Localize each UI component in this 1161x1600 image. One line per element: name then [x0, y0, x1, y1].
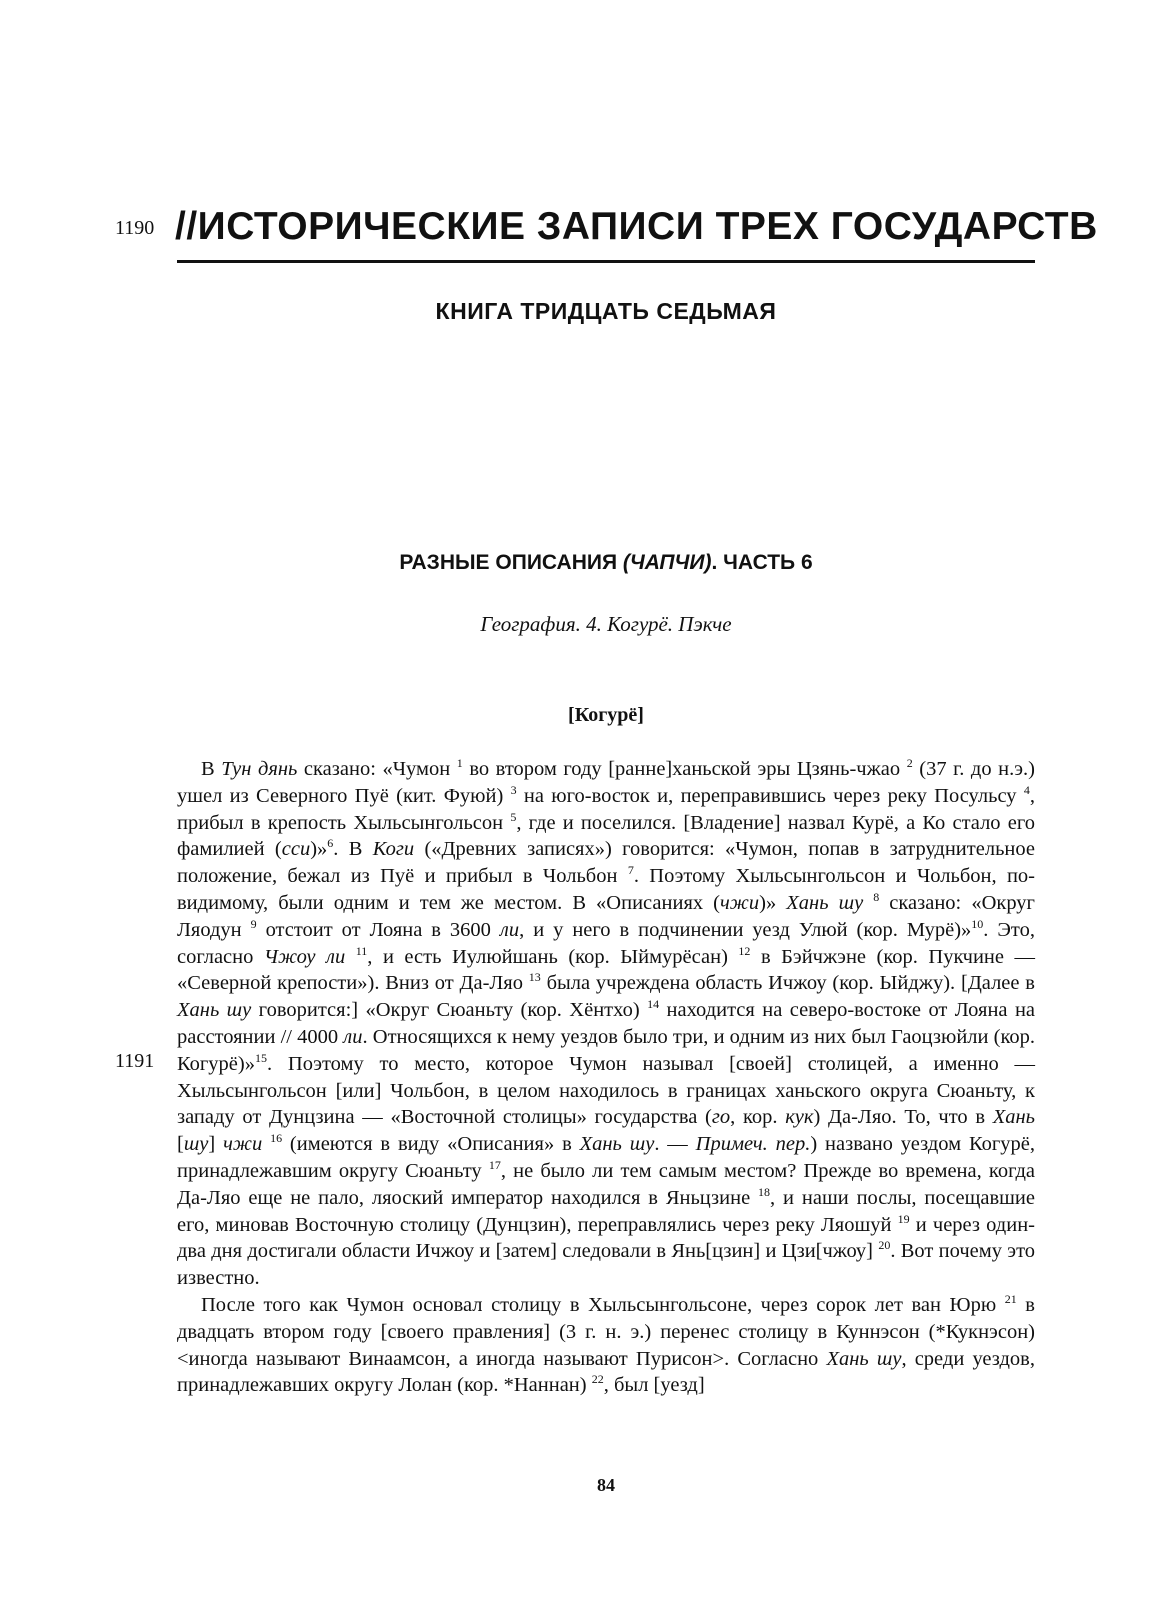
section-subtitle: География. 4. Когурё. Пэкче: [480, 612, 732, 636]
paragraph: После того как Чумон основал столицу в Хыльсынгольсоне, через сорок лет ван Юрю $^{21}$ в двадцать втором году [своего правления] (3 г. н. э.) перенес столицу в Куннэсон (*Кукнэсон) <иногда называют Винаамсон, а иногда называют Пурисон>. Согласно Хань шу, среди уездов, принадлежавших округу Лолан (кор. *Наннан) $^{22}$, был [уезд]: [177, 1292, 1035, 1397]
chapter-heading: [Когурё]: [568, 704, 644, 726]
section-title: [177, 551, 1035, 575]
header-rule: [177, 260, 1035, 263]
book-title: КНИГА ТРИДЦАТЬ СЕДЬМАЯ: [435, 298, 777, 324]
section-title-italic: (ЧАПЧИ): [622, 551, 712, 574]
running-head: [115, 205, 1098, 263]
body-text: [177, 756, 1035, 1399]
page-reference-number: 1190: [115, 217, 155, 239]
margin-page-reference: 1191: [115, 1050, 155, 1072]
page-number: 84: [597, 1475, 615, 1495]
running-title: //ИСТОРИЧЕСКИЕ ЗАПИСИ ТРЕХ ГОСУДАРСТВ: [175, 205, 1098, 248]
section-title-main: РАЗНЫЕ ОПИСАНИЯ: [399, 551, 618, 574]
paragraph: В Тун дянь сказано: «Чумон $^1$ во втором году [ранне]ханьской эры Цзянь-чжао $^2$ (37 г. до н.э.) ушел из Северного Пуё (кит. Фуюй) $^3$ на юго-восток и, переправившись через реку Посульсу $^4$, прибыл в крепость Хыльсынгольсон $^5$, где и поселился. [Владение] назвал Курё, а Ко стало его фамилией (сси)»$^6$. В Коги («Древних записях») говорится: «Чумон, попав в затруднительное положение, бежал из Пуё и прибыл в Чольбон $^7$. Поэтому Хыльсынгольсон и Чольбон, по-видимому, были одним и тем же местом. В «Описаниях (чжи)» Хань шу $^8$ сказано: «Округ Ляодун $^9$ отстоит от Лояна в 3600 ли, и у него в подчинении уезд Улюй (кор. Мурё)»$^{10}$. Это, согласно Чжоу ли $^{11}$, и есть Иулюйшань (кор. Ыймурёсан) $^{12}$ в Бэйчжэне (кор. Пукчине — «Северной крепости»). Вниз от Да-Ляо $^{13}$ была учреждена область Ичжоу (кор. Ыйджу). [Далее в Хань шу говорится:] «Округ Сюаньту (кор. Хёнтхо) $^{14}$ находится на северо-востоке от Лояна на расстоянии // 4000 ли. Относящихся к нему уездов было три, и одним из них был Гаоцзюйли (кор. Когурё)»$^{15}$. Поэтому то место, которое Чумон называл [своей] столицей, а именно — Хыльсынгольсон [или] Чольбон, в целом находилось в границах ханьского округа Сюаньту, к западу от Дунцзина — «Восточной столицы» государства (го, кор. кук) Да-Ляо. То, что в Хань [шу] чжи $^{16}$ (имеются в виду «Описания» в Хань шу. — Примеч. пер.) названо уездом Когурё, принадлежавшим округу Сюаньту $^{17}$, не было ли тем самым местом? Прежде во времена, когда Да-Ляо еще не пало, ляоский император находился в Яньцзине $^{18}$, и наши послы, посещавшие его, миновав Восточную столицу (Дунцзин), переправлялись через реку Ляошуй $^{19}$ и через один-два дня достигали области Ичжоу и [затем] следовали в Янь[цзин] и Цзи[чжоу] $^{20}$. Вот почему это известно.: [177, 756, 1036, 1290]
section-title-tail: . ЧАСТЬ 6: [711, 551, 813, 574]
